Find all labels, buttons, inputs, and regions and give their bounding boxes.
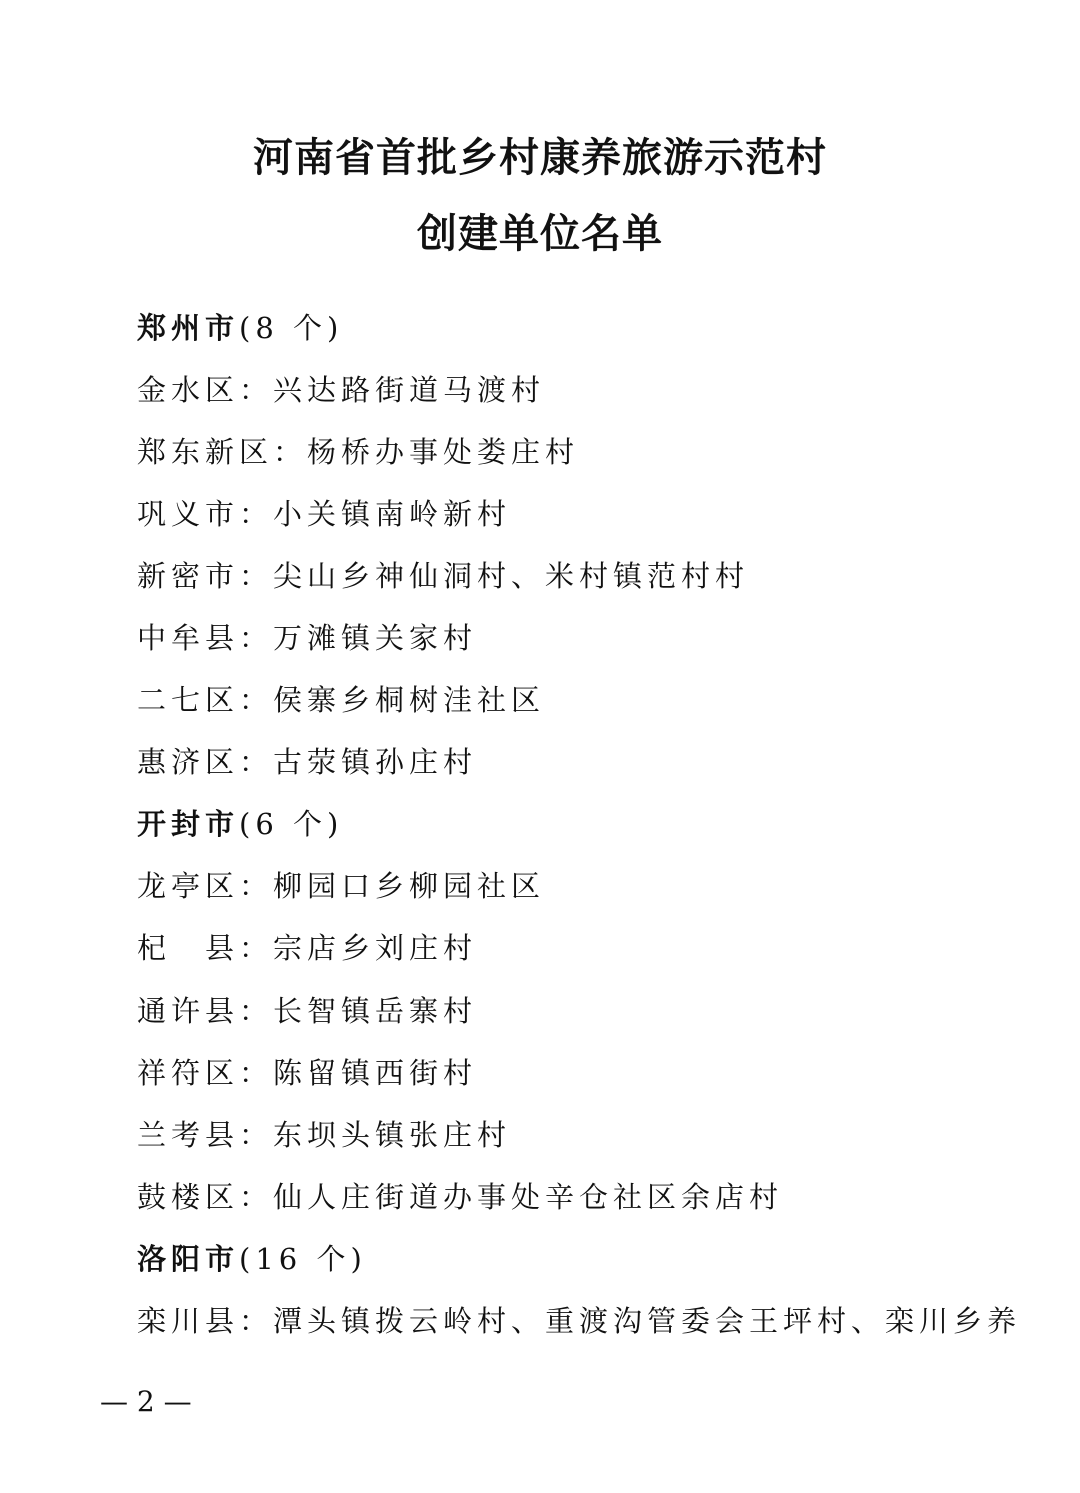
list-item (137, 1117, 511, 1153)
city-count: (16 个) (239, 1242, 367, 1276)
village-names: 东坝头镇张庄村 (273, 1118, 512, 1152)
list-item (137, 1179, 783, 1215)
district-name: 二七区 (137, 683, 240, 717)
colon-separator: ： (239, 994, 274, 1028)
list-item (137, 1303, 1021, 1339)
list-item (137, 744, 477, 780)
list-item (137, 868, 545, 904)
document-title-line-2: 创建单位名单 (417, 211, 663, 257)
colon-separator: ： (239, 497, 274, 531)
village-names: 潭头镇拨云岭村、重渡沟管委会王坪村、栾川乡养 (273, 1304, 1022, 1338)
district-name: 新密市 (137, 559, 240, 593)
village-names: 万滩镇关家村 (273, 621, 478, 655)
colon-separator: ： (273, 435, 308, 469)
village-names: 陈留镇西街村 (273, 1056, 478, 1090)
colon-separator: ： (239, 869, 274, 903)
district-name: 杞 县 (137, 931, 240, 965)
district-name: 中牟县 (137, 621, 240, 655)
district-name: 龙亭区 (137, 869, 240, 903)
colon-separator: ： (239, 745, 274, 779)
colon-separator: ： (239, 1056, 274, 1090)
district-name: 祥符区 (137, 1056, 240, 1090)
city-name: 洛阳市 (137, 1242, 240, 1276)
village-names: 杨桥办事处娄庄村 (307, 435, 580, 469)
list-item (137, 496, 511, 532)
district-name: 惠济区 (137, 745, 240, 779)
city-count: (8 个) (239, 311, 344, 345)
village-names: 侯寨乡桐树洼社区 (273, 683, 546, 717)
village-names: 宗店乡刘庄村 (273, 931, 478, 965)
city-name: 郑州市 (137, 311, 240, 345)
list-item (137, 558, 749, 594)
city-heading-luoyang (137, 1241, 367, 1277)
colon-separator: ： (239, 683, 274, 717)
village-names: 柳园口乡柳园社区 (273, 869, 546, 903)
village-names: 兴达路街道马渡村 (273, 373, 546, 407)
district-name: 金水区 (137, 373, 240, 407)
village-names: 小关镇南岭新村 (273, 497, 512, 531)
list-item (137, 930, 477, 966)
colon-separator: ： (239, 1304, 274, 1338)
district-name: 通许县 (137, 994, 240, 1028)
district-name: 鼓楼区 (137, 1180, 240, 1214)
list-item (137, 682, 545, 718)
village-names: 尖山乡神仙洞村、米村镇范村村 (273, 559, 750, 593)
colon-separator: ： (239, 1180, 274, 1214)
list-item (137, 620, 477, 656)
list-item (137, 372, 545, 408)
colon-separator: ： (239, 931, 274, 965)
colon-separator: ： (239, 1118, 274, 1152)
district-name: 巩义市 (137, 497, 240, 531)
city-name: 开封市 (137, 807, 240, 841)
city-count: (6 个) (239, 807, 344, 841)
village-names: 长智镇岳寨村 (273, 994, 478, 1028)
district-name: 兰考县 (137, 1118, 240, 1152)
list-item (137, 1055, 477, 1091)
colon-separator: ： (239, 621, 274, 655)
village-names: 古荥镇孙庄村 (273, 745, 478, 779)
page-number: — 2 — (100, 1385, 192, 1418)
document-title-line-1: 河南省首批乡村康养旅游示范村 (253, 135, 827, 181)
colon-separator: ： (239, 373, 274, 407)
list-item (137, 434, 579, 470)
city-heading-zhengzhou (137, 310, 343, 346)
colon-separator: ： (239, 559, 274, 593)
list-item (137, 993, 477, 1029)
district-name: 栾川县 (137, 1304, 240, 1338)
district-name: 郑东新区 (137, 435, 274, 469)
city-heading-kaifeng (137, 806, 343, 842)
village-names: 仙人庄街道办事处辛仓社区余店村 (273, 1180, 784, 1214)
